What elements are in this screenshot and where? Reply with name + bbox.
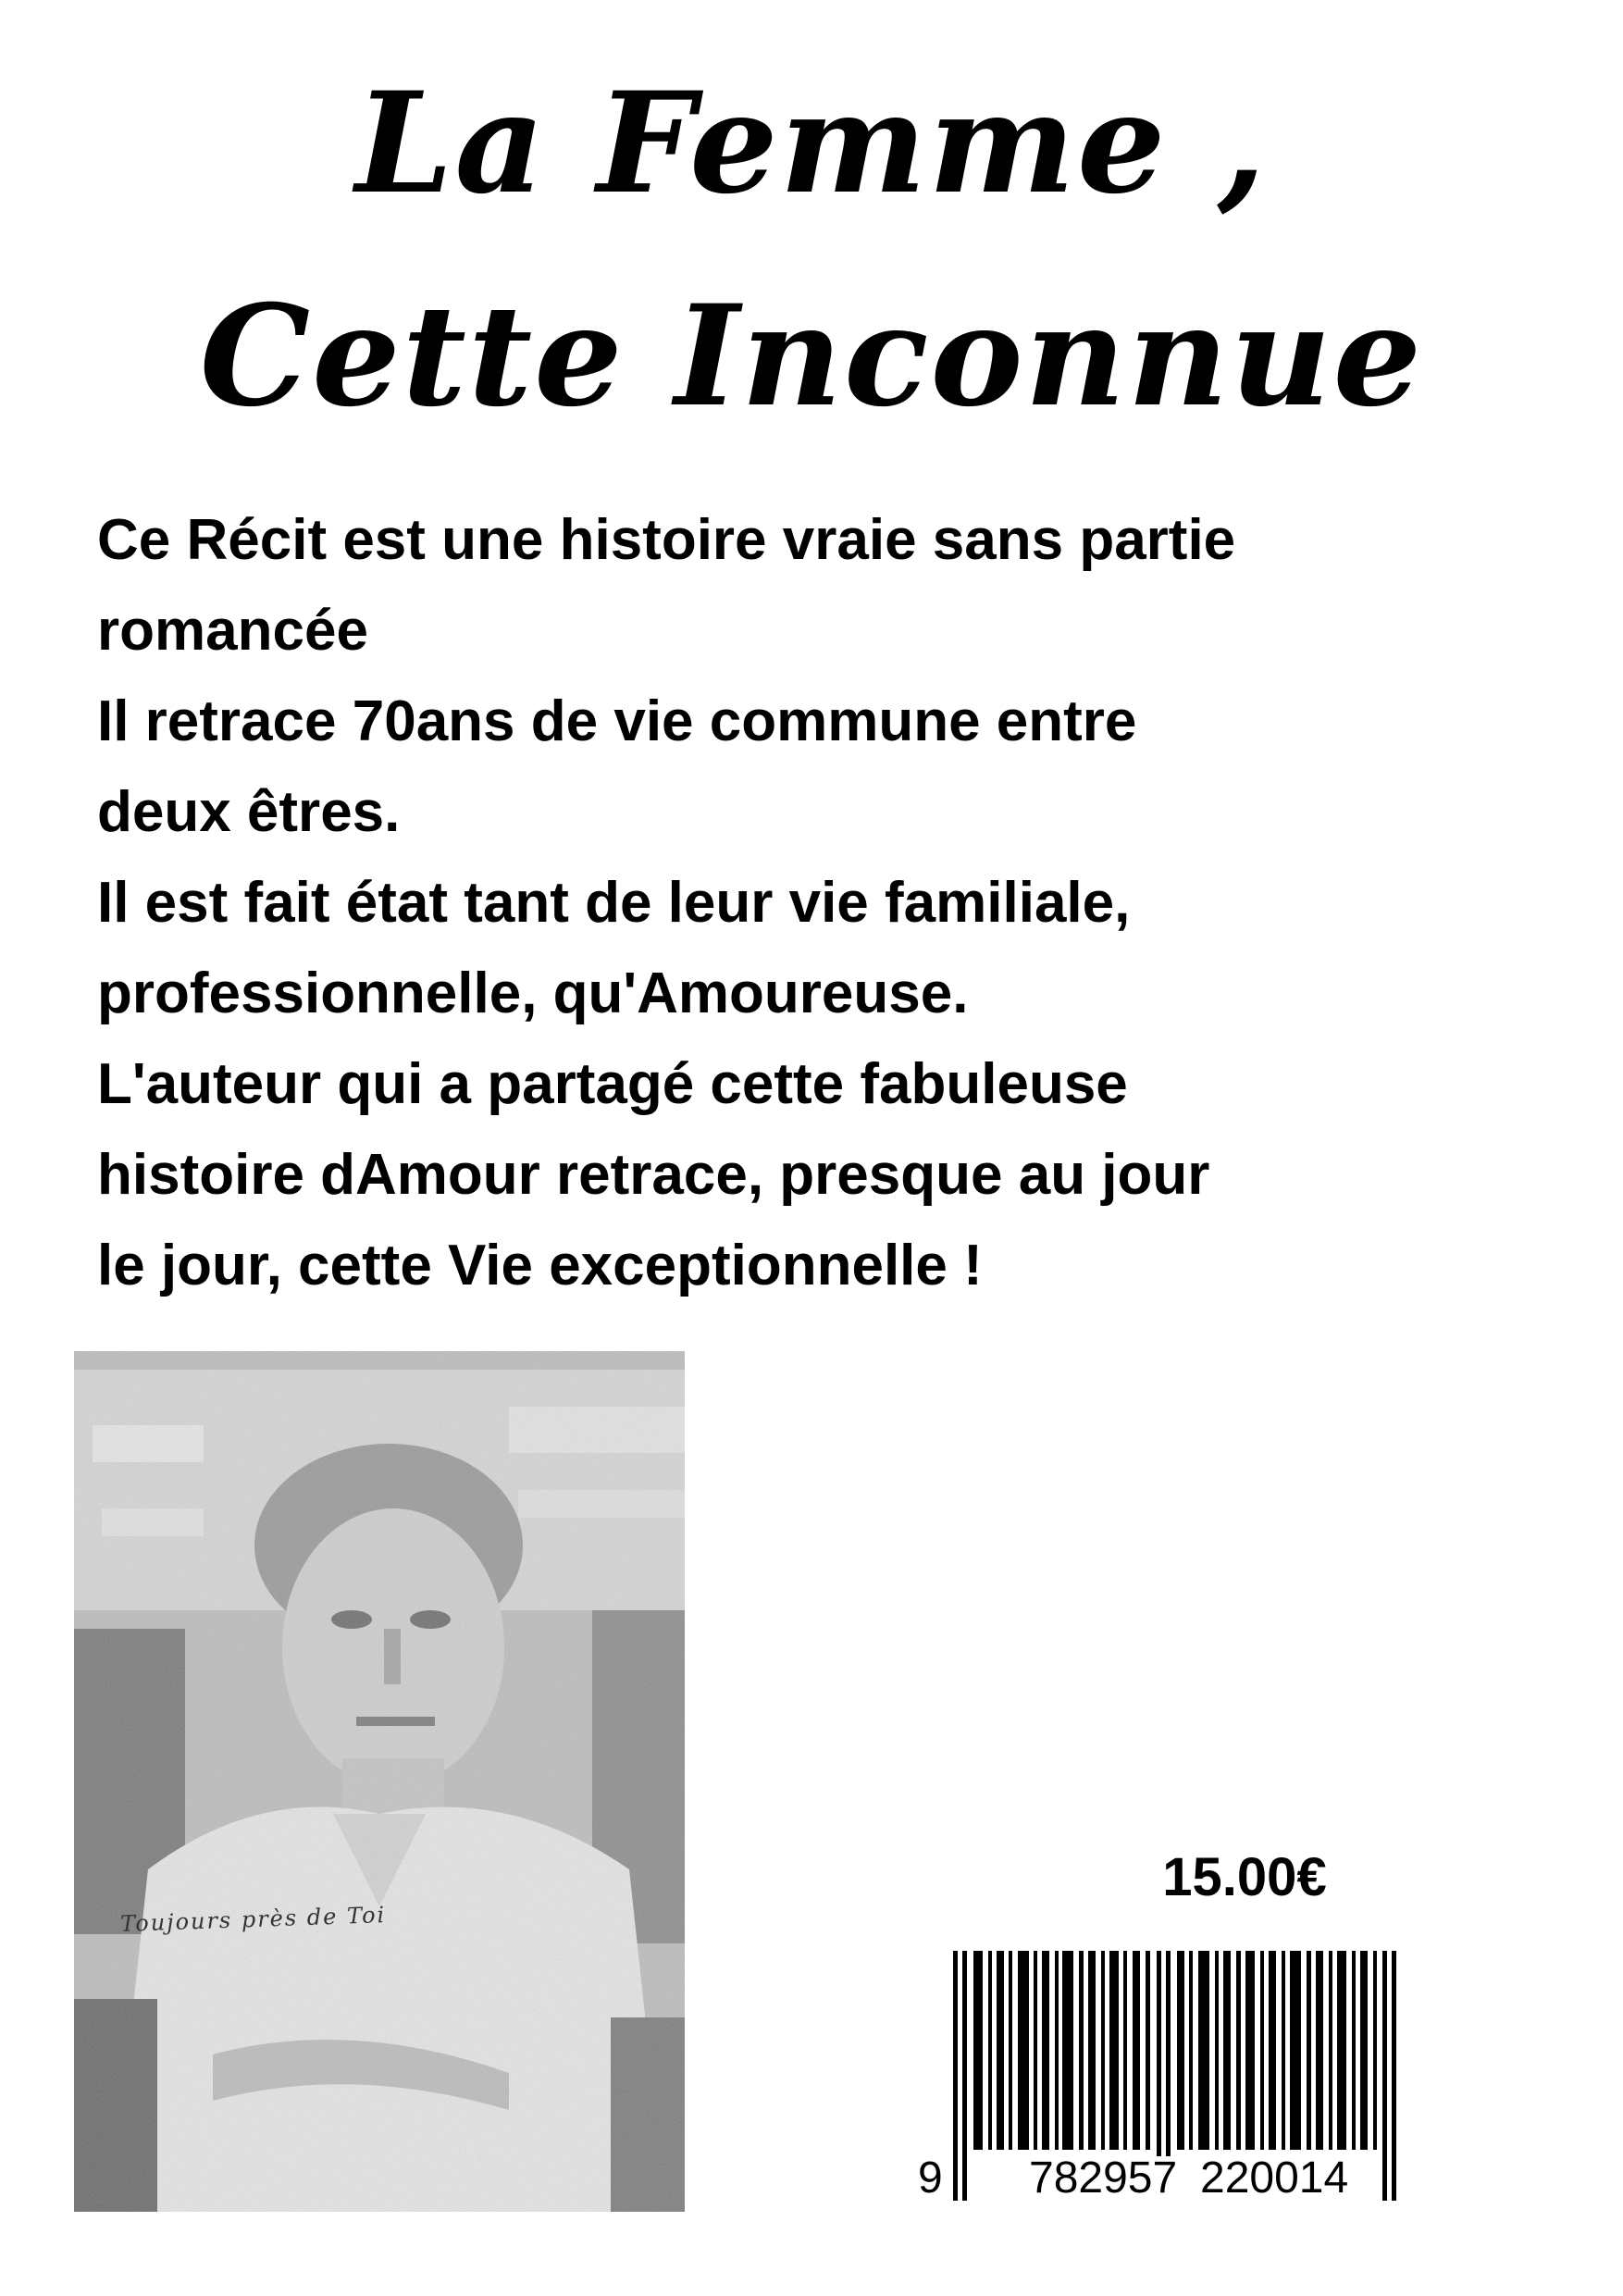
back-cover-blurb — [97, 495, 1587, 1311]
title-line-1: La Femme , — [355, 62, 1268, 225]
title-line-2: Cette Inconnue — [199, 275, 1424, 438]
isbn-barcode — [907, 1951, 1443, 2208]
barcode-digit-first: 9 — [918, 2153, 943, 2203]
blurb-line: Ce Récit est une histoire vraie sans partie — [97, 508, 1236, 572]
barcode-digits-right: 220014 — [1200, 2153, 1349, 2203]
blurb-line: professionnelle, qu'Amoureuse. — [97, 962, 969, 1025]
barcode-digits-left: 782957 — [1029, 2153, 1178, 2203]
blurb-line: deux êtres. — [97, 780, 401, 844]
blurb-line: L'auteur qui a partagé cette fabuleuse — [97, 1052, 1128, 1116]
author-photo-illustration — [74, 1351, 685, 2212]
price-label: 15.00€ — [1162, 1847, 1327, 1907]
blurb-line: le jour, cette Vie exceptionnelle ! — [97, 1234, 983, 1297]
author-photo — [74, 1351, 685, 2212]
blurb-line: histoire dAmour retrace, presque au jour — [97, 1143, 1210, 1207]
photo-handwritten-caption: Toujours près de Toi — [119, 1901, 387, 1938]
blurb-line: romancée — [97, 599, 368, 663]
blurb-line: Il est fait état tant de leur vie familiale, — [97, 871, 1131, 935]
blurb-line: Il retrace 70ans de vie commune entre — [97, 689, 1137, 753]
